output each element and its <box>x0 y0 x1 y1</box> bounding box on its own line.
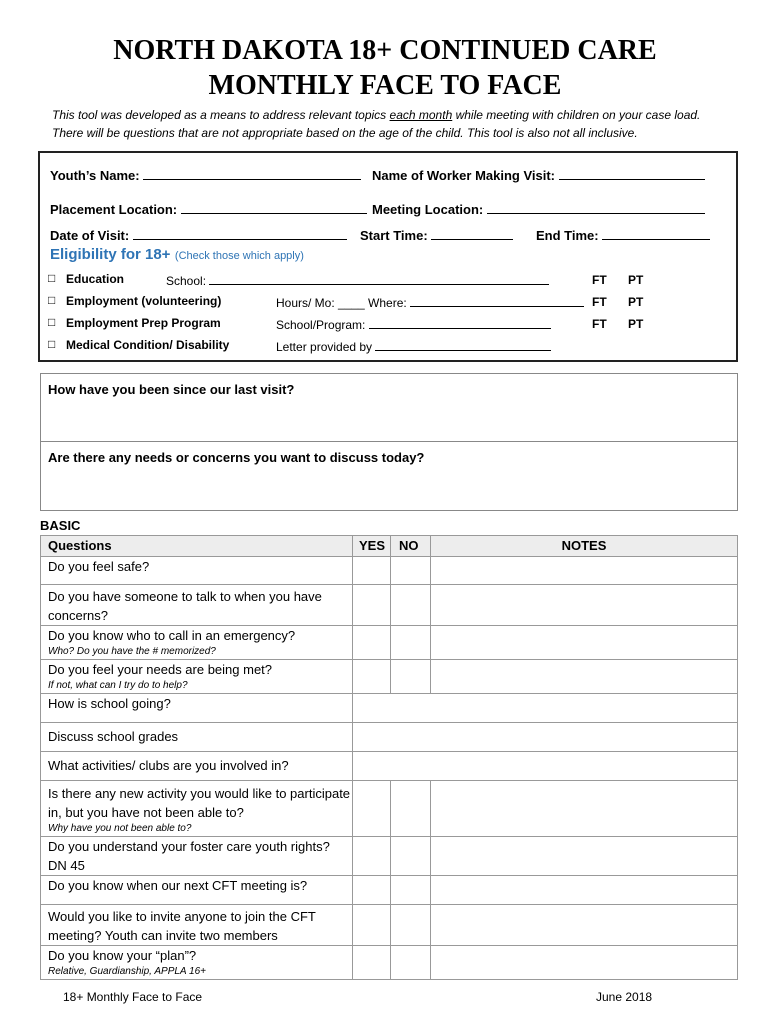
table-row <box>41 781 738 837</box>
yes-cell[interactable] <box>353 781 391 837</box>
start-time-field[interactable] <box>360 227 513 243</box>
yes-cell[interactable] <box>353 876 391 905</box>
ft-option[interactable]: FT <box>592 273 607 287</box>
letter-provided-field[interactable] <box>276 338 551 354</box>
notes-cell[interactable] <box>353 694 738 723</box>
eligibility-medical-label: Medical Condition/ Disability <box>66 338 230 352</box>
pt-option[interactable]: PT <box>628 273 644 287</box>
notes-cell[interactable] <box>353 723 738 752</box>
question-text: Do you understand your foster care youth rights? DN 45 <box>48 839 330 873</box>
footer-date: June 2018 <box>596 990 653 1004</box>
youth-name-label: Youth’s Name: <box>50 168 140 183</box>
notes-cell[interactable] <box>431 837 738 876</box>
eligibility-education-label: Education <box>66 272 125 286</box>
question-text: How is school going? <box>48 696 171 711</box>
no-cell[interactable] <box>391 946 431 980</box>
end-time-label: End Time: <box>536 228 599 243</box>
table-row <box>41 837 738 876</box>
eligibility-prep-program-label: Employment Prep Program <box>66 316 221 330</box>
pt-option[interactable]: PT <box>628 295 644 309</box>
notes-cell[interactable] <box>431 905 738 946</box>
hours-where-field[interactable] <box>276 294 584 310</box>
eligibility-title: Eligibility for 18+ <box>50 246 171 263</box>
question-text: Do you know your “plan”? <box>48 948 197 963</box>
no-header: NO <box>391 536 431 557</box>
start-time-blank[interactable] <box>431 227 513 240</box>
no-cell[interactable] <box>391 660 431 694</box>
notes-cell[interactable] <box>353 752 738 781</box>
question-text: Do you feel safe? <box>48 559 150 574</box>
question-subtext: Relative, Guardianship, APPLA 16+ <box>48 966 206 977</box>
no-cell[interactable] <box>391 557 431 585</box>
table-row <box>41 905 738 946</box>
date-field[interactable] <box>50 227 347 243</box>
no-cell[interactable] <box>391 876 431 905</box>
table-row <box>41 660 738 694</box>
worker-name-field[interactable] <box>372 167 705 183</box>
question-cell <box>41 694 353 723</box>
ft-option[interactable]: FT <box>592 317 607 331</box>
school-blank[interactable] <box>209 272 549 285</box>
yes-cell[interactable] <box>353 626 391 660</box>
table-row <box>41 723 738 752</box>
notes-cell[interactable] <box>431 946 738 980</box>
question-cell <box>41 723 353 752</box>
meeting-location-field[interactable] <box>372 201 705 217</box>
school-label: School: <box>166 274 207 288</box>
footer-left: 18+ Monthly Face to Face <box>63 990 203 1004</box>
questions-header: Questions <box>41 536 353 557</box>
yes-cell[interactable] <box>353 905 391 946</box>
basic-questions-table <box>40 535 738 980</box>
question-text: Do you know who to call in an emergency? <box>48 628 296 643</box>
notes-header: NOTES <box>431 536 738 557</box>
checkbox-icon[interactable]: □ <box>48 337 56 351</box>
no-cell[interactable] <box>391 585 431 626</box>
meeting-location-label: Meeting Location: <box>372 202 484 217</box>
question-subtext: Why have you not been able to? <box>48 823 192 834</box>
question-text: Do you know when our next CFT meeting is? <box>48 878 308 893</box>
question-cell <box>41 837 353 876</box>
no-cell[interactable] <box>391 781 431 837</box>
checkbox-icon[interactable]: □ <box>48 293 56 307</box>
question-cell <box>41 626 353 660</box>
notes-cell[interactable] <box>431 876 738 905</box>
question-text: What activities/ clubs are you involved in? <box>48 758 289 773</box>
intro-part-1: This tool was developed as a means to address relevant topics <box>52 108 390 122</box>
table-row <box>41 876 738 905</box>
question-cell <box>41 905 353 946</box>
page-title-line-1: NORTH DAKOTA 18+ CONTINUED CARE <box>113 35 657 66</box>
table-row <box>41 626 738 660</box>
hours-where-label: Hours/ Mo: ____ Where: <box>276 296 407 310</box>
yes-cell[interactable] <box>353 585 391 626</box>
yes-cell[interactable] <box>353 557 391 585</box>
table-row <box>41 585 738 626</box>
yes-header: YES <box>353 536 391 557</box>
school-field[interactable] <box>166 272 549 288</box>
school-program-field[interactable] <box>276 316 551 332</box>
notes-cell[interactable] <box>431 626 738 660</box>
date-label: Date of Visit: <box>50 228 130 243</box>
school-program-label: School/Program: <box>276 318 366 332</box>
where-blank[interactable] <box>410 294 584 307</box>
table-row <box>41 557 738 585</box>
yes-cell[interactable] <box>353 660 391 694</box>
worker-name-label: Name of Worker Making Visit: <box>372 168 556 183</box>
yes-cell[interactable] <box>353 837 391 876</box>
checkbox-icon[interactable]: □ <box>48 315 56 329</box>
question-text: Do you feel your needs are being met? <box>48 662 273 677</box>
open-question-text: How have you been since our last visit? <box>48 382 295 397</box>
pt-option[interactable]: PT <box>628 317 644 331</box>
checkbox-icon[interactable]: □ <box>48 271 56 285</box>
intro-emphasis: each month <box>389 108 453 122</box>
table-row <box>41 752 738 781</box>
no-cell[interactable] <box>391 626 431 660</box>
page-title-line-2: MONTHLY FACE TO FACE <box>208 70 562 101</box>
yes-cell[interactable] <box>353 946 391 980</box>
meeting-location-blank[interactable] <box>487 201 705 214</box>
table-header-row <box>41 536 738 557</box>
question-subtext: If not, what can I try do to help? <box>48 680 188 691</box>
section-heading: BASIC <box>40 518 81 533</box>
start-time-label: Start Time: <box>360 228 428 243</box>
question-text: Would you like to invite anyone to join the CFT meeting? Youth can invite two members <box>48 909 316 943</box>
notes-cell[interactable] <box>431 585 738 626</box>
question-cell <box>41 876 353 905</box>
date-blank[interactable] <box>133 227 347 240</box>
question-cell <box>41 946 353 980</box>
question-text: Is there any new activity you would like to participate in, but you have not been able to? <box>48 786 351 820</box>
eligibility-heading <box>50 246 304 264</box>
question-subtext: Who? Do you have the # memorized? <box>48 646 216 657</box>
notes-cell[interactable] <box>431 781 738 837</box>
no-cell[interactable] <box>391 905 431 946</box>
youth-name-field[interactable] <box>50 167 361 183</box>
open-question-box[interactable] <box>40 441 738 511</box>
school-program-blank[interactable] <box>369 316 551 329</box>
placement-label: Placement Location: <box>50 202 178 217</box>
youth-name-blank[interactable] <box>143 167 361 180</box>
intro-part-2: while meeting with children on your case load. There will be questions that are not appropriate based on the age of the child. This tool is also not all inclusive. <box>52 108 701 140</box>
letter-provided-label: Letter provided by <box>276 340 373 354</box>
letter-provided-blank[interactable] <box>375 338 551 351</box>
no-cell[interactable] <box>391 837 431 876</box>
eligibility-employment-label: Employment (volunteering) <box>66 294 222 308</box>
placement-field[interactable] <box>50 201 367 217</box>
table-row <box>41 694 738 723</box>
open-question-box[interactable] <box>40 373 738 442</box>
open-question-text: Are there any needs or concerns you want to discuss today? <box>48 450 425 465</box>
ft-option[interactable]: FT <box>592 295 607 309</box>
question-text: Discuss school grades <box>48 729 179 744</box>
table-row <box>41 946 738 980</box>
question-cell <box>41 660 353 694</box>
question-cell <box>41 585 353 626</box>
intro-text <box>52 106 722 142</box>
question-cell <box>41 781 353 837</box>
end-time-blank[interactable] <box>602 227 710 240</box>
end-time-field[interactable] <box>536 227 710 243</box>
worker-name-blank[interactable] <box>559 167 705 180</box>
question-cell <box>41 557 353 585</box>
notes-cell[interactable] <box>431 557 738 585</box>
question-cell <box>41 752 353 781</box>
eligibility-note: (Check those which apply) <box>174 250 304 262</box>
placement-blank[interactable] <box>181 201 367 214</box>
question-text: Do you have someone to talk to when you have concerns? <box>48 589 322 623</box>
notes-cell[interactable] <box>431 660 738 694</box>
